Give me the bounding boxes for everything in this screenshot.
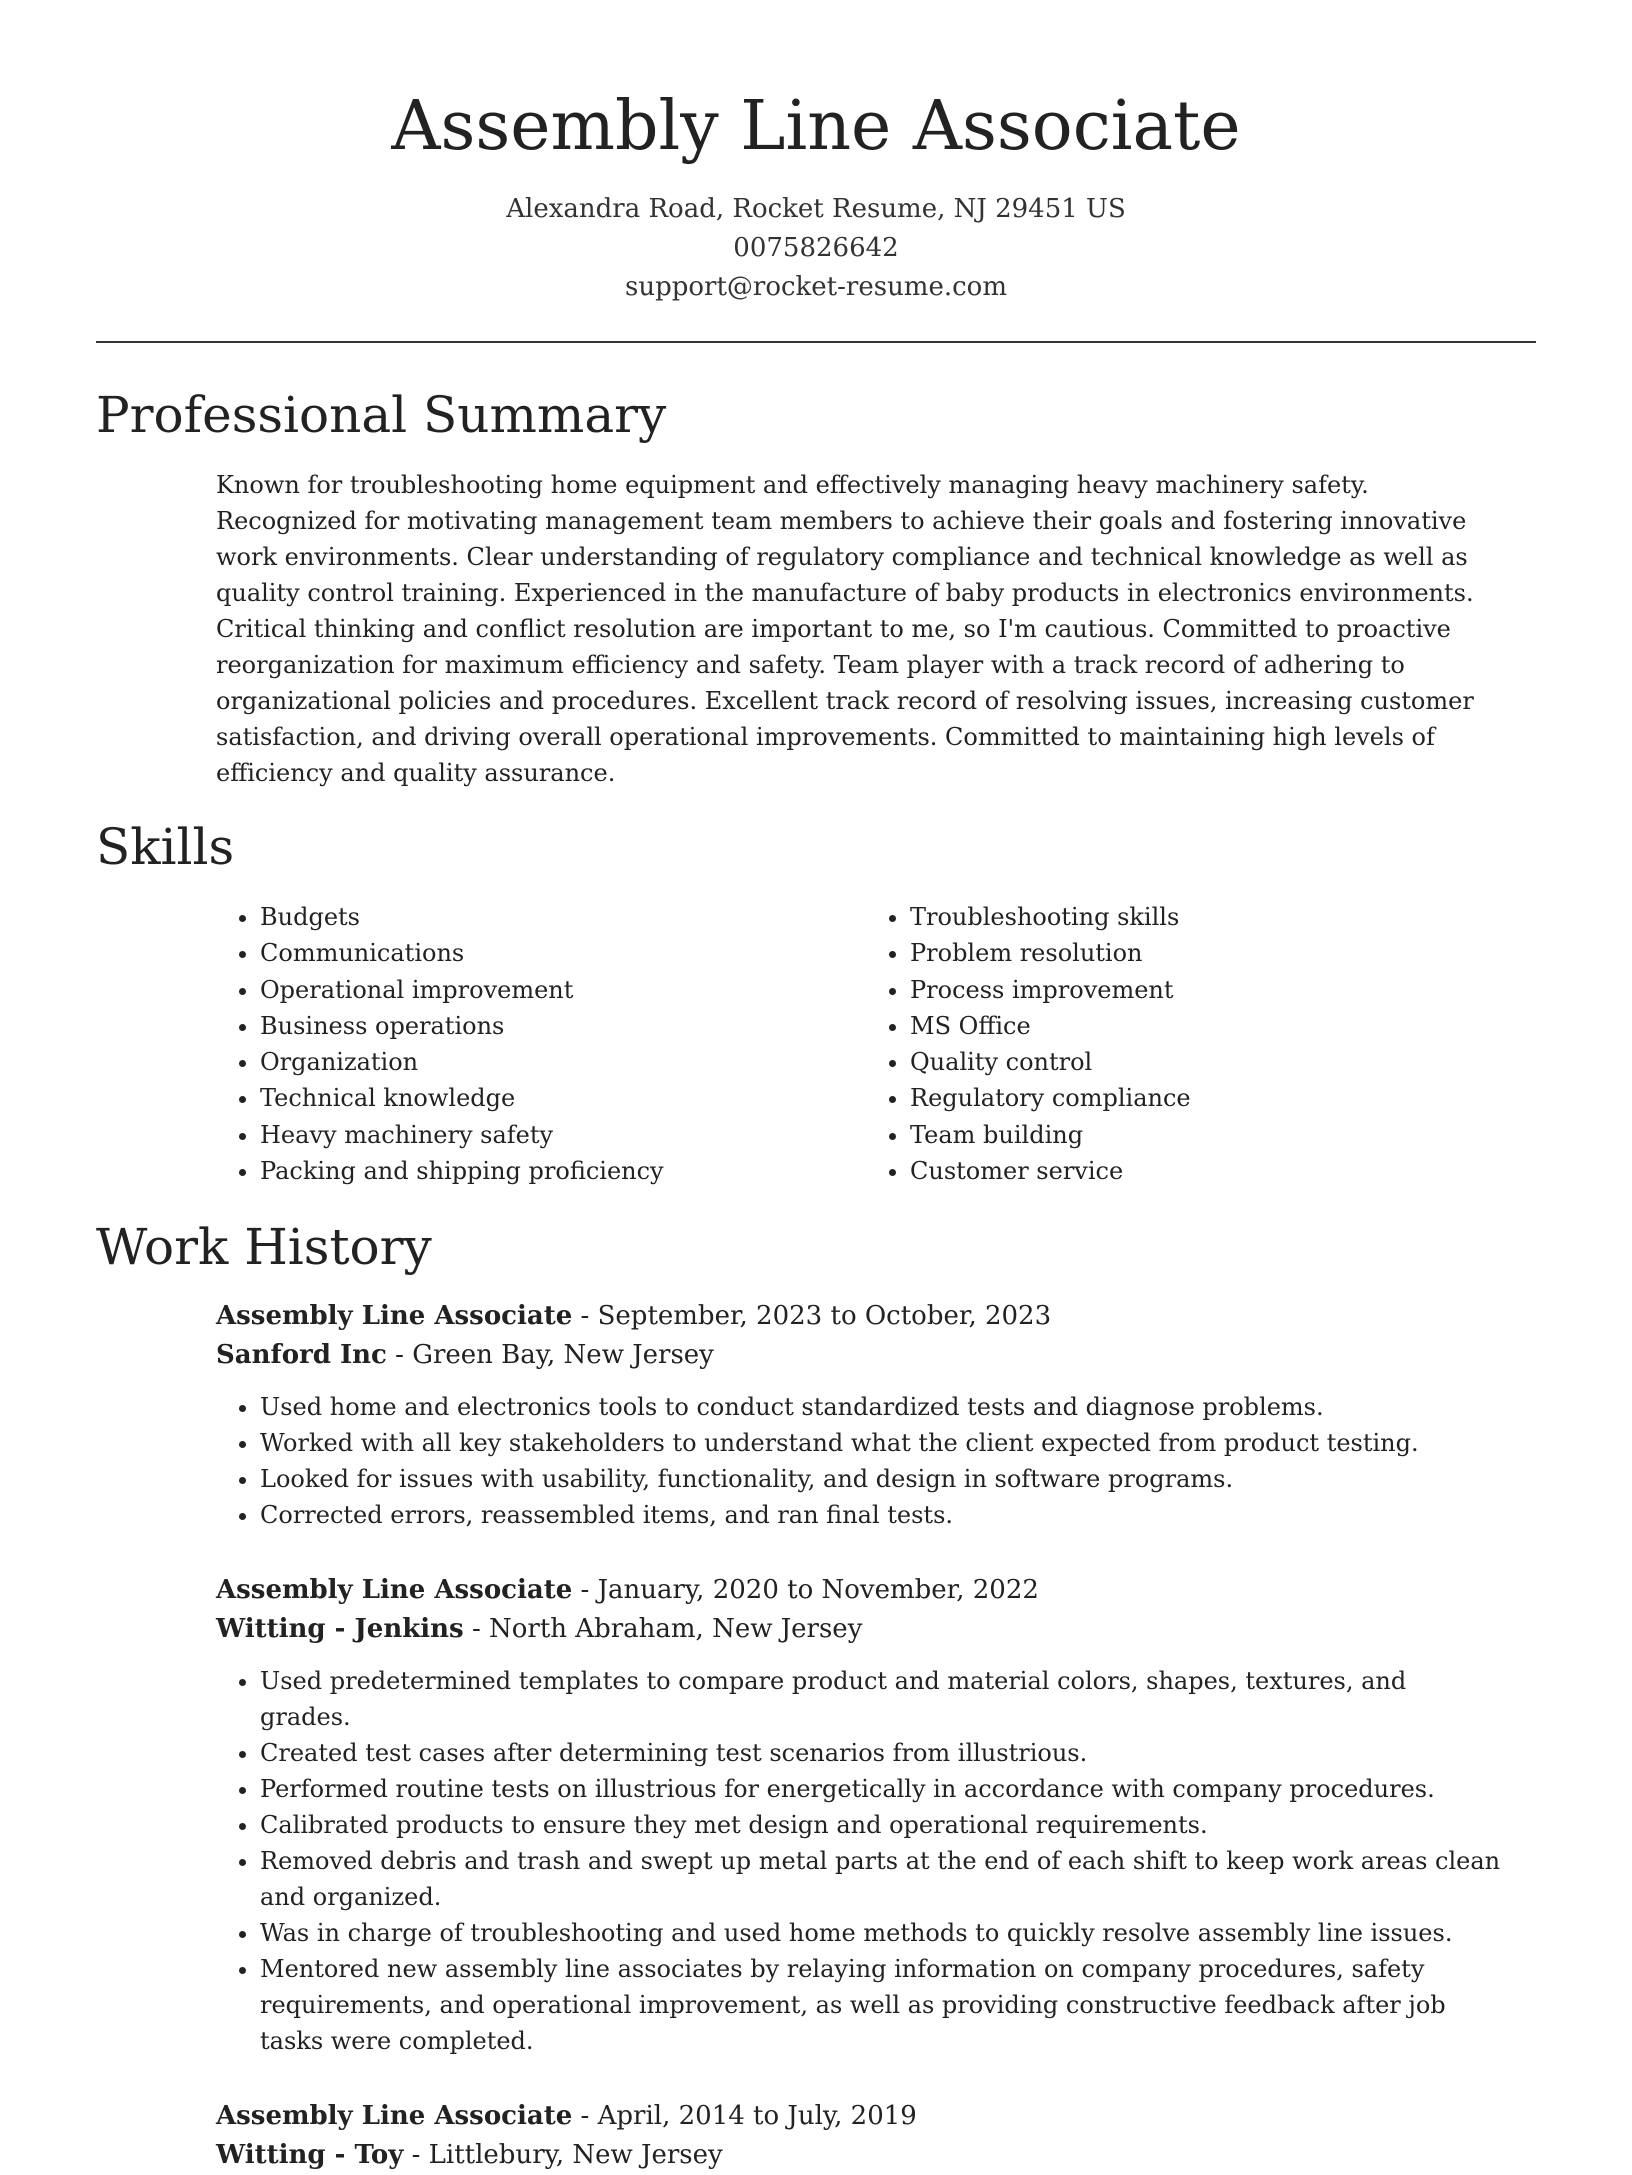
skill-item: • Organization xyxy=(260,1044,866,1080)
job-location: - Littlebury, New Jersey xyxy=(403,2140,723,2171)
job-title-line xyxy=(216,1571,1504,1610)
job-bullet: • Removed debris and trash and swept up metal parts at the end of each shift to keep work areas clean and organized. xyxy=(260,1843,1504,1915)
job-bullet: • Performed routine tests on illustrious for energetically in accordance with company procedures. xyxy=(260,1771,1504,1807)
job-location: - Green Bay, New Jersey xyxy=(386,1340,714,1371)
job-bullet: • Looked for issues with usability, functionality, and design in software programs. xyxy=(260,1461,1504,1497)
skill-item: • Operational improvement xyxy=(260,972,866,1008)
job-bullet: • Worked with all key stakeholders to understand what the client expected from product testing. xyxy=(260,1425,1504,1461)
job-company: Witting - Jenkins xyxy=(216,1614,464,1645)
job-bullet: • Used home and electronics tools to conduct standardized tests and diagnose problems. xyxy=(260,1389,1504,1425)
skill-item: • Troubleshooting skills xyxy=(910,899,1191,935)
resume-header xyxy=(0,0,1632,307)
skill-item: • Regulatory compliance xyxy=(910,1080,1191,1116)
job-dates: - January, 2020 to November, 2022 xyxy=(572,1575,1039,1606)
job-company: Sanford Inc xyxy=(216,1340,387,1371)
job-bullet: • Used predetermined templates to compare product and material colors, shapes, textures, and grades. xyxy=(260,1663,1504,1735)
email-text: support@rocket-resume.com xyxy=(624,272,1007,302)
skill-item: • Process improvement xyxy=(910,972,1191,1008)
job-dates: - September, 2023 to October, 2023 xyxy=(572,1301,1052,1332)
job-location: - North Abraham, New Jersey xyxy=(463,1614,863,1645)
skill-item: • Budgets xyxy=(260,899,866,935)
work-history-heading: Work History xyxy=(96,1218,432,1277)
skills-list xyxy=(216,899,1632,1189)
job-title-line xyxy=(216,2097,1504,2136)
job-title-line xyxy=(216,1297,1504,1336)
job-dates: - April, 2014 to July, 2019 xyxy=(572,2101,917,2132)
job-company-line xyxy=(216,1610,1504,1649)
skill-item: • Problem resolution xyxy=(910,935,1191,971)
skill-item: • Heavy machinery safety xyxy=(260,1117,866,1153)
skill-item: • Team building xyxy=(910,1117,1191,1153)
job-entry xyxy=(216,1297,1504,1533)
job-company-line xyxy=(216,2136,1504,2175)
job-role: Assembly Line Associate xyxy=(216,2101,573,2132)
job-bullets xyxy=(216,1663,1504,2059)
job-bullets xyxy=(216,1389,1504,1533)
contact-info xyxy=(0,190,1632,307)
job-bullet: • Was in charge of troubleshooting and used home methods to quickly resolve assembly line issues. xyxy=(260,1915,1504,1951)
skill-item: • Quality control xyxy=(910,1044,1191,1080)
skill-item: • Communications xyxy=(260,935,866,971)
skills-heading: Skills xyxy=(96,818,235,876)
job-bullet: • Calibrated products to ensure they met design and operational requirements. xyxy=(260,1807,1504,1843)
skills-column-right xyxy=(866,899,1191,1189)
summary-text: Known for troubleshooting home equipment and effectively managing heavy machinery safety. Recognized for motivating management team members to achieve their goals and fostering innovative work environments. Clear understanding of regulatory compliance and technical knowledge as well as quality control training. Experienced in the manufacture of baby products in electronics environments. Critical thinking and conflict resolution are important to me, so I'm cautious. Committed to proactive reorganization for maximum efficiency and safety. Team player with a track record of adhering to organizational policies and procedures. Excellent track record of resolving issues, increasing customer satisfaction, and driving overall operational improvements. Committed to maintaining high levels of efficiency and quality assurance. xyxy=(216,471,1474,787)
skill-item: • MS Office xyxy=(910,1008,1191,1044)
skill-item: • Customer service xyxy=(910,1153,1191,1189)
header-divider xyxy=(96,341,1536,343)
job-bullet: • Corrected errors, reassembled items, and ran final tests. xyxy=(260,1497,1504,1533)
job-entry xyxy=(216,2097,1504,2175)
job-company: Witting - Toy xyxy=(216,2140,404,2171)
address-text: Alexandra Road, Rocket Resume, NJ 29451 US xyxy=(506,194,1126,224)
skill-item: • Technical knowledge xyxy=(260,1080,866,1116)
skills-column-left xyxy=(216,899,866,1189)
skill-item: • Packing and shipping proficiency xyxy=(260,1153,866,1189)
page-title: Assembly Line Associate xyxy=(391,87,1241,166)
phone-text: 0075826642 xyxy=(733,233,899,263)
skill-item: • Business operations xyxy=(260,1008,866,1044)
job-company-line xyxy=(216,1336,1504,1375)
job-bullet: • Mentored new assembly line associates by relaying information on company procedures, safety requirements, and operational improvement, as well as providing constructive feedback after job tasks were completed. xyxy=(260,1951,1504,2059)
summary-heading: Professional Summary xyxy=(96,386,667,444)
job-entry xyxy=(216,1571,1504,2059)
job-role: Assembly Line Associate xyxy=(216,1301,573,1332)
job-role: Assembly Line Associate xyxy=(216,1575,573,1606)
job-bullet: • Created test cases after determining test scenarios from illustrious. xyxy=(260,1735,1504,1771)
